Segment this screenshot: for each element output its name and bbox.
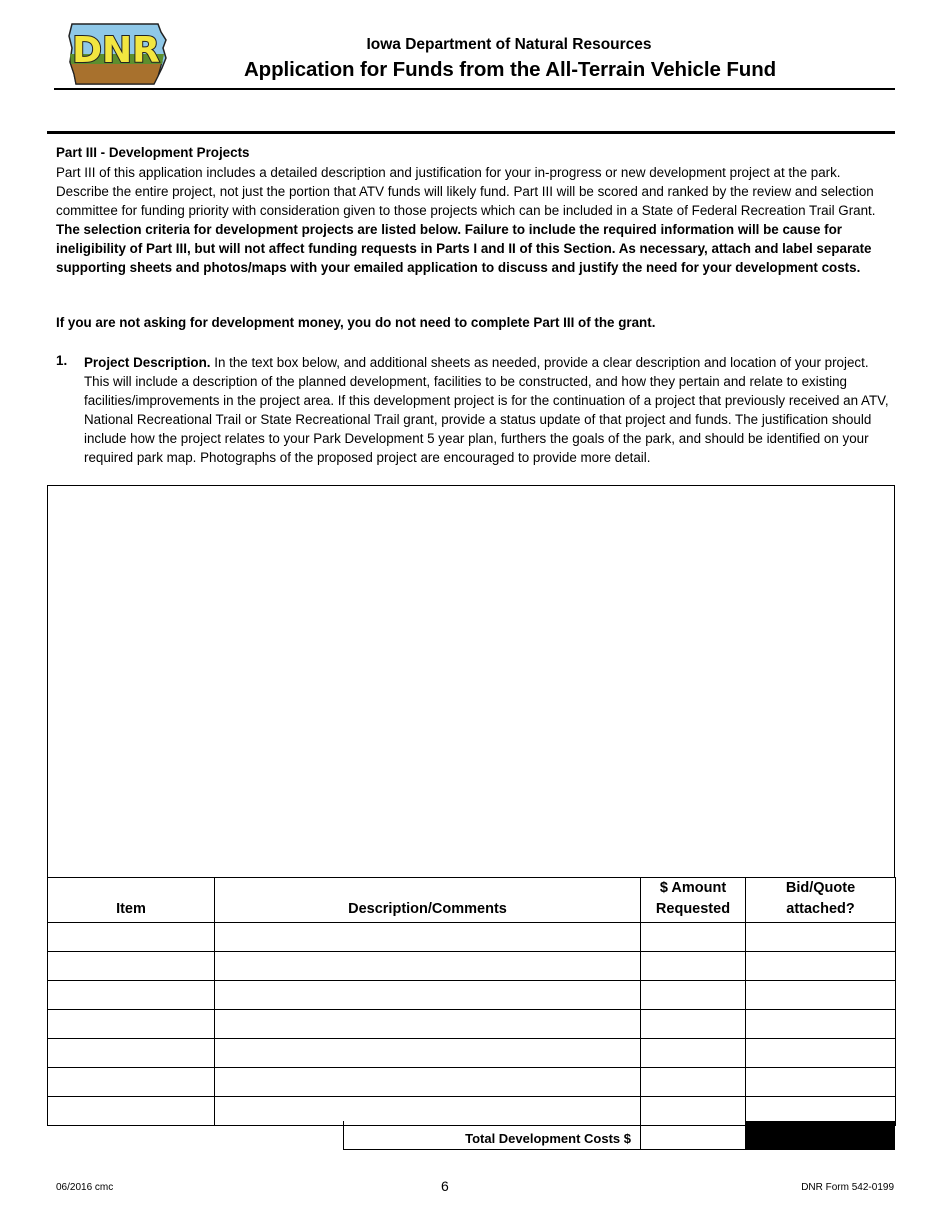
description-cell[interactable] bbox=[215, 1039, 641, 1068]
total-blackout-cell bbox=[746, 1121, 895, 1150]
table-row bbox=[48, 923, 896, 952]
description-cell[interactable] bbox=[215, 981, 641, 1010]
table-row bbox=[48, 1068, 896, 1097]
header-rule bbox=[54, 88, 895, 90]
footer-date: 06/2016 cmc bbox=[56, 1182, 114, 1193]
bid-quote-cell[interactable] bbox=[746, 1010, 896, 1039]
item-cell[interactable] bbox=[48, 923, 215, 952]
item-cell[interactable] bbox=[48, 1010, 215, 1039]
header-amount: $ Amount Requested bbox=[641, 878, 746, 923]
amount-cell[interactable] bbox=[641, 981, 746, 1010]
item-cell[interactable] bbox=[48, 1039, 215, 1068]
page-number: 6 bbox=[441, 1178, 449, 1194]
item-label: Project Description. bbox=[84, 355, 211, 370]
header-item: Item bbox=[48, 878, 215, 923]
form-number: DNR Form 542-0199 bbox=[801, 1182, 894, 1193]
bid-quote-cell[interactable] bbox=[746, 981, 896, 1010]
logo-lettering: DNR bbox=[72, 30, 160, 71]
part3-intro-bold: The selection criteria for development projects are listed below. Failure to include the required information will be cause for ineligibility of Part III, but will not affect funding requests in Parts I and II of this Section. As necessary, attach and label separate supporting sheets and photos/maps with your emailed application to discuss and justify the need for your development costs. bbox=[56, 222, 872, 275]
item-cell[interactable] bbox=[48, 1068, 215, 1097]
part3-note: If you are not asking for development money, you do not need to complete Part III of the grant. bbox=[56, 315, 656, 330]
bid-quote-cell[interactable] bbox=[746, 1068, 896, 1097]
part3-intro-text: Part III of this application includes a detailed description and justification for your in-progress or new development project at the park. Describe the entire project, not just the portion that ATV funds will likely fund. Part III will be scored and ranked by the review and selection committee for funding priority with consideration given to those projects which can be included in a State of Federal Recreation Trail Grant. bbox=[56, 165, 876, 218]
description-cell[interactable] bbox=[215, 1068, 641, 1097]
total-amount-field[interactable] bbox=[641, 1121, 746, 1150]
part3-heading: Part III - Development Projects bbox=[56, 145, 250, 160]
total-label: Total Development Costs $ bbox=[343, 1121, 641, 1150]
description-cell[interactable] bbox=[215, 952, 641, 981]
item-cell[interactable] bbox=[48, 1097, 215, 1126]
table-row bbox=[48, 952, 896, 981]
item-cell[interactable] bbox=[48, 952, 215, 981]
dnr-logo bbox=[66, 18, 170, 86]
table-row bbox=[48, 981, 896, 1010]
project-description-textbox[interactable] bbox=[47, 485, 895, 878]
form-title: Application for Funds from the All-Terrain Vehicle Fund bbox=[243, 58, 777, 81]
bid-quote-cell[interactable] bbox=[746, 923, 896, 952]
description-cell[interactable] bbox=[215, 923, 641, 952]
table-row bbox=[48, 1039, 896, 1068]
section-rule bbox=[47, 131, 895, 134]
project-description-instructions bbox=[84, 353, 890, 467]
costs-table bbox=[47, 877, 896, 1126]
part3-intro bbox=[56, 163, 888, 277]
amount-cell[interactable] bbox=[641, 1010, 746, 1039]
table-row bbox=[48, 1010, 896, 1039]
org-name: Iowa Department of Natural Resources bbox=[366, 36, 652, 53]
item-text: In the text box below, and additional sheets as needed, provide a clear description and location of your project. This will include a description of the planned development, facilities to be constructed, and how they pertain and relate to existing facilities/improvements in the project area. If this development project is for the continuation of a project that previously received an ATV, National Recreational Trail or State Recreational Trail grant, provide a status update of that project and funds. The justification should include how the project relates to your Park Development 5 year plan, furthers the goals of the park, and should be identified on your required park map. Photographs of the proposed project are encouraged to provide more detail. bbox=[84, 355, 889, 465]
amount-cell[interactable] bbox=[641, 1039, 746, 1068]
bid-quote-cell[interactable] bbox=[746, 952, 896, 981]
amount-cell[interactable] bbox=[641, 1068, 746, 1097]
amount-cell[interactable] bbox=[641, 952, 746, 981]
total-row bbox=[343, 1121, 895, 1150]
item-cell[interactable] bbox=[48, 981, 215, 1010]
description-cell[interactable] bbox=[215, 1010, 641, 1039]
table-header-row bbox=[48, 878, 896, 923]
header-bid-quote: Bid/Quote attached? bbox=[746, 878, 896, 923]
header-description: Description/Comments bbox=[215, 878, 641, 923]
item-number: 1. bbox=[56, 353, 68, 368]
bid-quote-cell[interactable] bbox=[746, 1039, 896, 1068]
amount-cell[interactable] bbox=[641, 923, 746, 952]
